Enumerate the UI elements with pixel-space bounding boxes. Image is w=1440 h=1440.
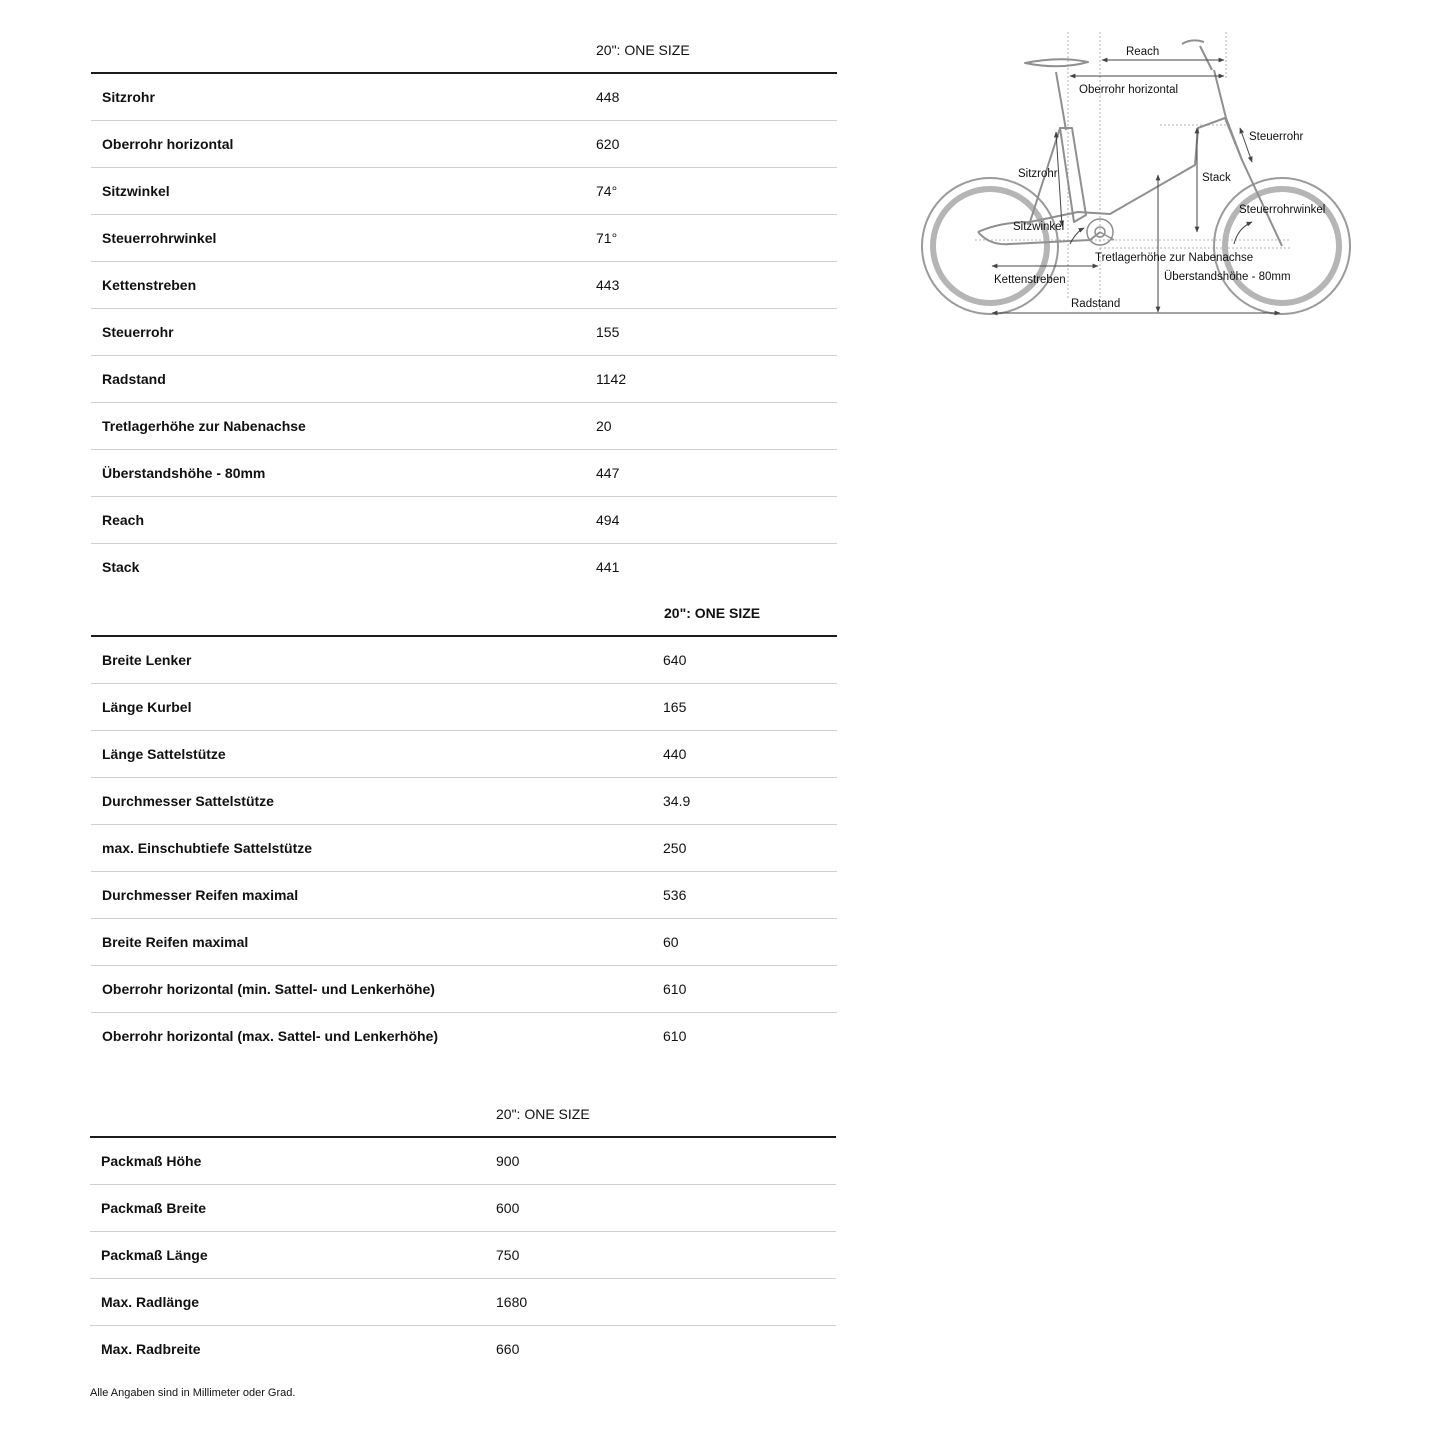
table-row xyxy=(90,1185,836,1232)
table-row xyxy=(90,1232,836,1279)
row-label: Tretlagerhöhe zur Nabenachse xyxy=(102,418,306,434)
row-value: 443 xyxy=(596,277,620,293)
row-value: 1142 xyxy=(596,371,627,387)
table-row xyxy=(91,966,837,1013)
label-standover: Überstandshöhe - 80mm xyxy=(1164,271,1291,283)
row-value: 165 xyxy=(663,699,687,715)
geometry-header xyxy=(91,24,837,74)
table-row xyxy=(91,450,837,497)
label-head-angle: Steuerrohrwinkel xyxy=(1239,204,1326,216)
row-label: Oberrohr horizontal (min. Sattel- und Lenkerhöhe) xyxy=(102,981,435,997)
table-row xyxy=(91,403,837,450)
table-row xyxy=(91,168,837,215)
row-value: 74° xyxy=(596,183,618,199)
label-wheelbase: Radstand xyxy=(1071,298,1121,310)
row-label: max. Einschubtiefe Sattelstütze xyxy=(102,840,313,856)
row-label: Breite Reifen maximal xyxy=(102,934,249,950)
row-value: 60 xyxy=(663,934,679,950)
row-label: Steuerrohrwinkel xyxy=(102,230,217,246)
row-label: Länge Sattelstütze xyxy=(102,746,226,762)
row-value: 250 xyxy=(663,840,687,856)
row-value: 155 xyxy=(596,324,620,340)
row-value: 494 xyxy=(596,512,620,528)
table-row xyxy=(90,1279,836,1326)
row-label: Stack xyxy=(102,559,140,575)
row-label: Packmaß Breite xyxy=(101,1200,207,1216)
row-value: 610 xyxy=(663,981,687,997)
size-header: 20": ONE SIZE xyxy=(596,42,690,58)
row-label: Überstandshöhe - 80mm xyxy=(102,465,266,481)
row-value: 447 xyxy=(596,465,620,481)
row-label: Sitzwinkel xyxy=(102,183,170,199)
packing-table xyxy=(90,1088,836,1372)
table-row xyxy=(91,309,837,356)
motor xyxy=(1087,219,1114,245)
table-row xyxy=(91,1013,837,1059)
table-row xyxy=(91,544,837,590)
row-label: Steuerrohr xyxy=(102,324,174,340)
table-row xyxy=(90,1138,836,1185)
geometry-table xyxy=(91,24,837,590)
row-value: 620 xyxy=(596,136,620,152)
footnote: Alle Angaben sind in Millimeter oder Grad. xyxy=(90,1387,296,1399)
label-head-tube: Steuerrohr xyxy=(1249,131,1304,143)
table-row xyxy=(91,215,837,262)
row-value: 640 xyxy=(663,652,687,668)
packing-header xyxy=(90,1088,836,1138)
row-label: Max. Radlänge xyxy=(101,1294,200,1310)
row-label: Sitzrohr xyxy=(102,89,155,105)
row-label: Packmaß Höhe xyxy=(101,1153,202,1169)
table-row xyxy=(91,637,837,684)
row-label: Radstand xyxy=(102,371,166,387)
row-value: 1680 xyxy=(496,1294,528,1310)
size-header: 20": ONE SIZE xyxy=(664,605,761,621)
components-header xyxy=(91,587,837,637)
row-label: Oberrohr horizontal (max. Sattel- und Lenkerhöhe) xyxy=(102,1028,439,1044)
label-reach: Reach xyxy=(1126,46,1160,58)
bike-geometry-diagram xyxy=(915,28,1355,320)
table-row xyxy=(91,262,837,309)
table-row xyxy=(91,778,837,825)
row-label: Reach xyxy=(102,512,145,528)
row-label: Kettenstreben xyxy=(102,277,197,293)
label-stack: Stack xyxy=(1202,172,1231,184)
label-seat-tube: Sitzrohr xyxy=(1018,168,1058,180)
row-value: 20 xyxy=(596,418,612,434)
row-value: 900 xyxy=(496,1153,520,1169)
row-value: 441 xyxy=(596,559,620,575)
row-label: Max. Radbreite xyxy=(101,1341,201,1357)
components-table xyxy=(91,587,837,1059)
row-value: 71° xyxy=(596,230,618,246)
row-label: Länge Kurbel xyxy=(102,699,192,715)
table-row xyxy=(91,121,837,168)
row-value: 660 xyxy=(496,1341,520,1357)
table-row xyxy=(91,356,837,403)
label-top-tube: Oberrohr horizontal xyxy=(1079,84,1179,96)
row-value: 610 xyxy=(663,1028,687,1044)
table-row xyxy=(91,872,837,919)
table-row xyxy=(91,731,837,778)
table-row xyxy=(91,74,837,121)
table-row xyxy=(91,825,837,872)
row-label: Durchmesser Sattelstütze xyxy=(102,793,274,809)
row-label: Breite Lenker xyxy=(102,652,192,668)
row-value: 440 xyxy=(663,746,687,762)
size-header: 20": ONE SIZE xyxy=(496,1106,590,1122)
row-value: 34.9 xyxy=(663,793,691,809)
row-label: Durchmesser Reifen maximal xyxy=(102,887,299,903)
row-value: 536 xyxy=(663,887,687,903)
row-value: 600 xyxy=(496,1200,520,1216)
row-label: Packmaß Länge xyxy=(101,1247,208,1263)
row-label: Oberrohr horizontal xyxy=(102,136,234,152)
label-chainstay: Kettenstreben xyxy=(994,274,1066,286)
table-row xyxy=(91,919,837,966)
table-row xyxy=(90,1326,836,1372)
row-value: 448 xyxy=(596,89,620,105)
label-seat-angle: Sitzwinkel xyxy=(1013,221,1065,233)
label-bb-drop: Tretlagerhöhe zur Nabenachse xyxy=(1095,252,1254,264)
table-row xyxy=(91,497,837,544)
row-value: 750 xyxy=(496,1247,520,1263)
table-row xyxy=(91,684,837,731)
